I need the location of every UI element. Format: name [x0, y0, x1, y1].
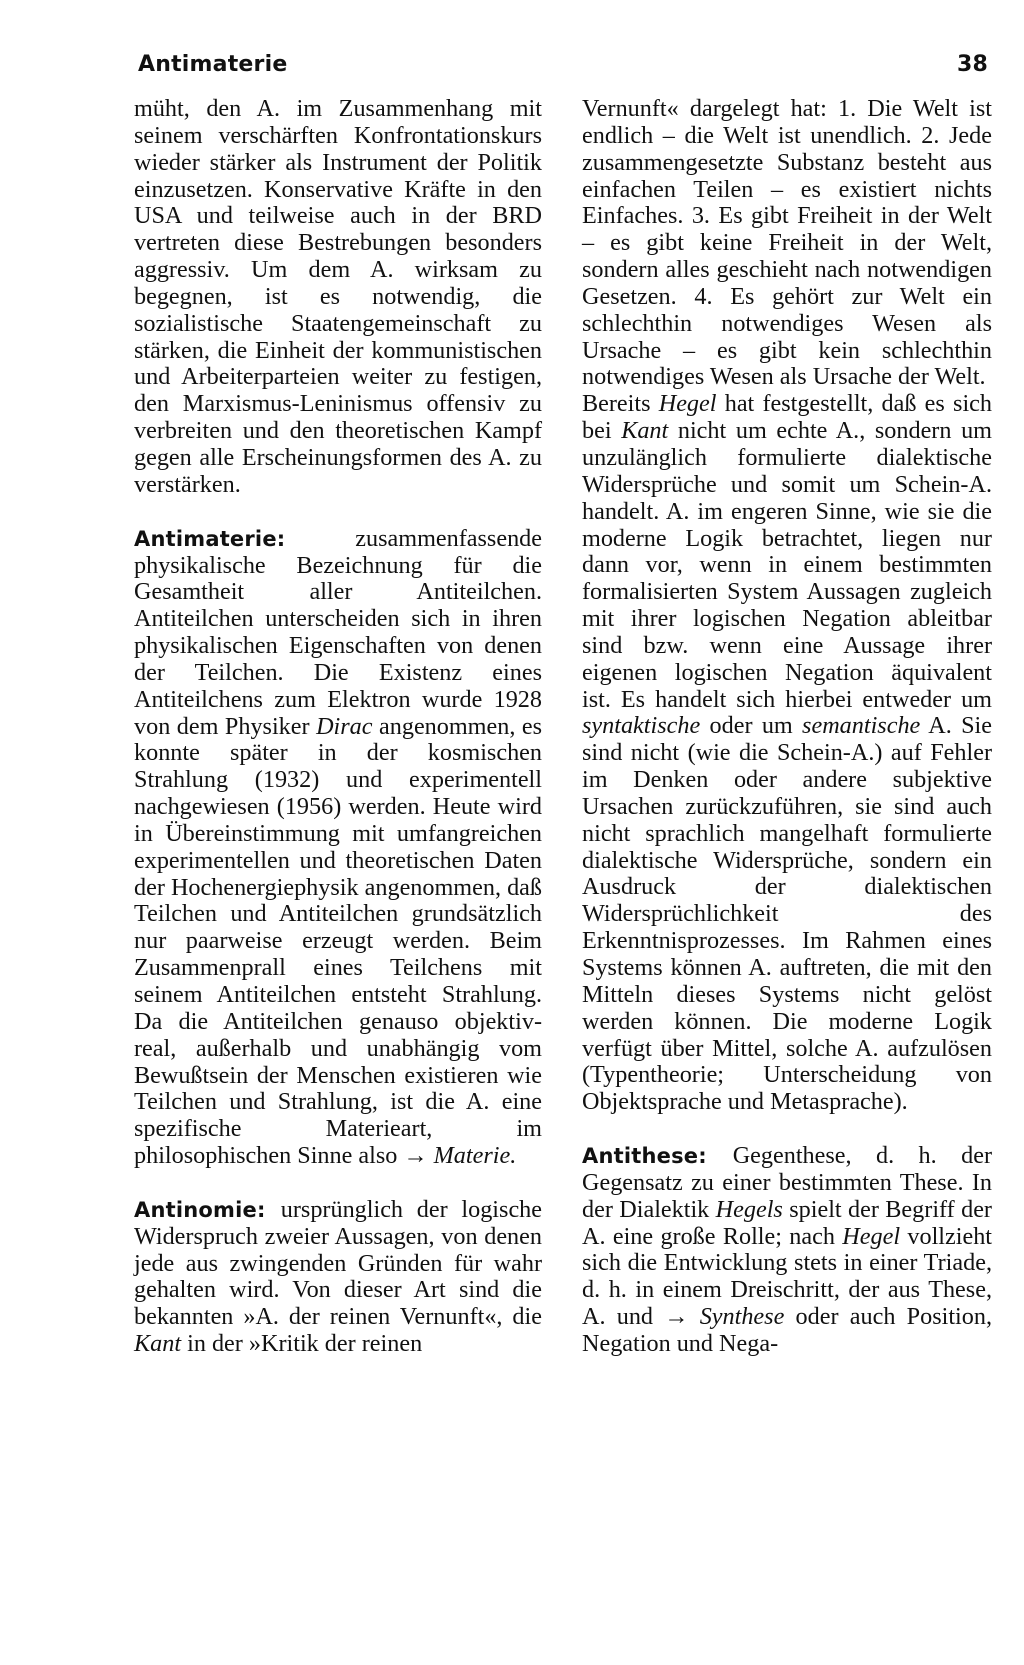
entry-text: in der »Kritik der reinen	[187, 1330, 423, 1358]
entry-text: oder auch Position, Negation und Nega-	[582, 1303, 992, 1357]
lemma-antimaterie: Antimaterie:	[134, 526, 286, 551]
cross-reference-synthese[interactable]: Synthese	[699, 1303, 785, 1331]
person-name-kant: Kant	[621, 417, 669, 445]
entry-text: Bereits	[582, 390, 651, 418]
entry-text: A. Sie sind nicht (wie die Schein-A.) auf Fehler im Denken oder andere subjektive Ursachen zurückzuführen, sie sind auch nicht sprachlich mangelhaft formulierte dialektische Widersprüche, sondern ein Ausdruck der dialektischen Widersprüchlichkeit des Erkenntnisprozesses. Im Rahmen eines Systems können A. auftreten, die mit den Mitteln dieses Systems nicht gelöst werden können. Die moderne Logik verfügt über Mittel, solche A. aufzulösen (Typentheorie; Unterscheidung von Objektsprache und Metasprache).	[582, 712, 992, 1116]
entry-antinomie-continued: Vernunft« dargelegt hat: 1. Die Welt ist endlich – die Welt ist unendlich. 2. Jede zusammengesetzte Substanz besteht aus einfachen Teilen – es existiert nichts Einfaches. 3. Es gibt Freiheit in der Welt – es gibt keine Freiheit in der Welt, sondern alles geschieht nach notwendigen Gesetzen. 4. Es gehört zur Welt ein schlechthin notwendiges Wesen als Ursache – es gibt kein schlechthin notwendiges Wesen als Ursache der Welt.	[582, 95, 992, 391]
person-name-hegels: Hegels	[715, 1195, 783, 1223]
person-name-hegel: Hegel	[842, 1222, 901, 1250]
entry-text: spielt der Begriff der A. eine große Rolle; nach	[582, 1195, 992, 1250]
entry-text: Gegenthese, d. h. der Gegensatz zu einer bestimmten These. In der Dialektik	[582, 1142, 992, 1223]
page-header	[138, 44, 988, 84]
entry-text: nicht um echte A., sondern um unzulänglich formulierte dialektische Widersprüche und somit um Schein-A. handelt. A. im engeren Sinne, wie sie die moderne Logik betrachtet, liegen nur dann vor, wenn in einem bestimmten formalisierten System Aussagen zugleich mit ihrer logischen Negation ableitbar sind bzw. wenn eine Aussage ihrer eigenen logischen Negation äquivalent ist. Es handelt sich hierbei entweder um	[582, 417, 992, 713]
term-syntaktische: syntaktische	[582, 712, 701, 740]
person-name-hegel: Hegel	[658, 390, 717, 418]
page-number: 38	[956, 51, 988, 77]
lemma-antithese: Antithese:	[582, 1144, 707, 1169]
left-column	[134, 96, 542, 1358]
entry-antimaterie	[134, 526, 542, 1170]
cross-reference-arrow: →	[403, 1142, 428, 1170]
lemma-antinomie: Antinomie:	[134, 1197, 266, 1222]
entry-antithese	[582, 1143, 992, 1358]
entry-continuation: müht, den A. im Zusammenhang mit seinem verschärften Konfrontationskurs wieder stärker als Instrument der Politik einzusetzen. Konservative Kräfte in den USA und teilweise auch in der BRD vertreten diese Bestrebungen besonders aggressiv. Um dem A. wirksam zu begegnen, ist es notwendig, die sozialistische Staatengemeinschaft zu stärken, die Einheit der kommunistischen und Arbeiterparteien weiter zu festigen, den Marxismus-Leninismus offensiv zu verbreiten und den theoretischen Kampf gegen alle Erscheinungsformen des A. zu verstärken.	[134, 95, 542, 498]
cross-reference-materie[interactable]: Materie.	[433, 1142, 517, 1170]
entry-antinomie-paragraph	[582, 391, 992, 1116]
entry-text: vollzieht sich die Entwicklung stets in einer Triade, d. h. in einem Dreischritt, der aus These, A. und	[582, 1222, 993, 1331]
entry-text: zusammenfassende physikalische Bezeichnung für die Gesamtheit aller Antiteilchen. Antiteilchen unterscheiden sich in ihren physikalischen Eigenschaften von denen der Teilchen. Die Existenz eines Antiteilchens zum Elektron wurde 1928 von dem Physiker	[134, 524, 542, 740]
person-name-dirac: Dirac	[316, 712, 373, 740]
right-column	[582, 96, 992, 1358]
term-semantische: semantische	[802, 712, 921, 740]
cross-reference-arrow: →	[664, 1303, 689, 1331]
entry-text: hat festgestellt, daß es sich bei	[582, 390, 992, 445]
running-head: Antimaterie	[138, 51, 288, 77]
entry-antinomie	[134, 1197, 542, 1358]
person-name-kant: Kant	[134, 1330, 182, 1358]
entry-text: ursprünglich der logische Widerspruch zweier Aussagen, von denen jede aus zwingenden Gründen für wahr gehalten wird. Von dieser Art sind die bekannten »A. der reinen Vernunft«, die	[134, 1195, 543, 1331]
entry-text: oder um	[709, 712, 793, 740]
entry-text: angenommen, es konnte später in der kosmischen Strahlung (1932) und experimentell nachgewiesen (1956) werden. Heute wird in Übereinstimmung mit umfangreichen experimentellen und theoretischen Daten der Hochenergiephysik angenommen, daß Teilchen und Antiteilchen grundsätzlich nur paarweise erzeugt werden. Beim Zusammenprall eines Teilchens mit seinem Antiteilchen entsteht Strahlung. Da die Antiteilchen genauso objektiv-real, außerhalb und unabhängig vom Bewußtsein der Menschen existieren wie Teilchen und Strahlung, ist die A. eine spezifische Materieart, im philosophischen Sinne also	[134, 712, 543, 1170]
